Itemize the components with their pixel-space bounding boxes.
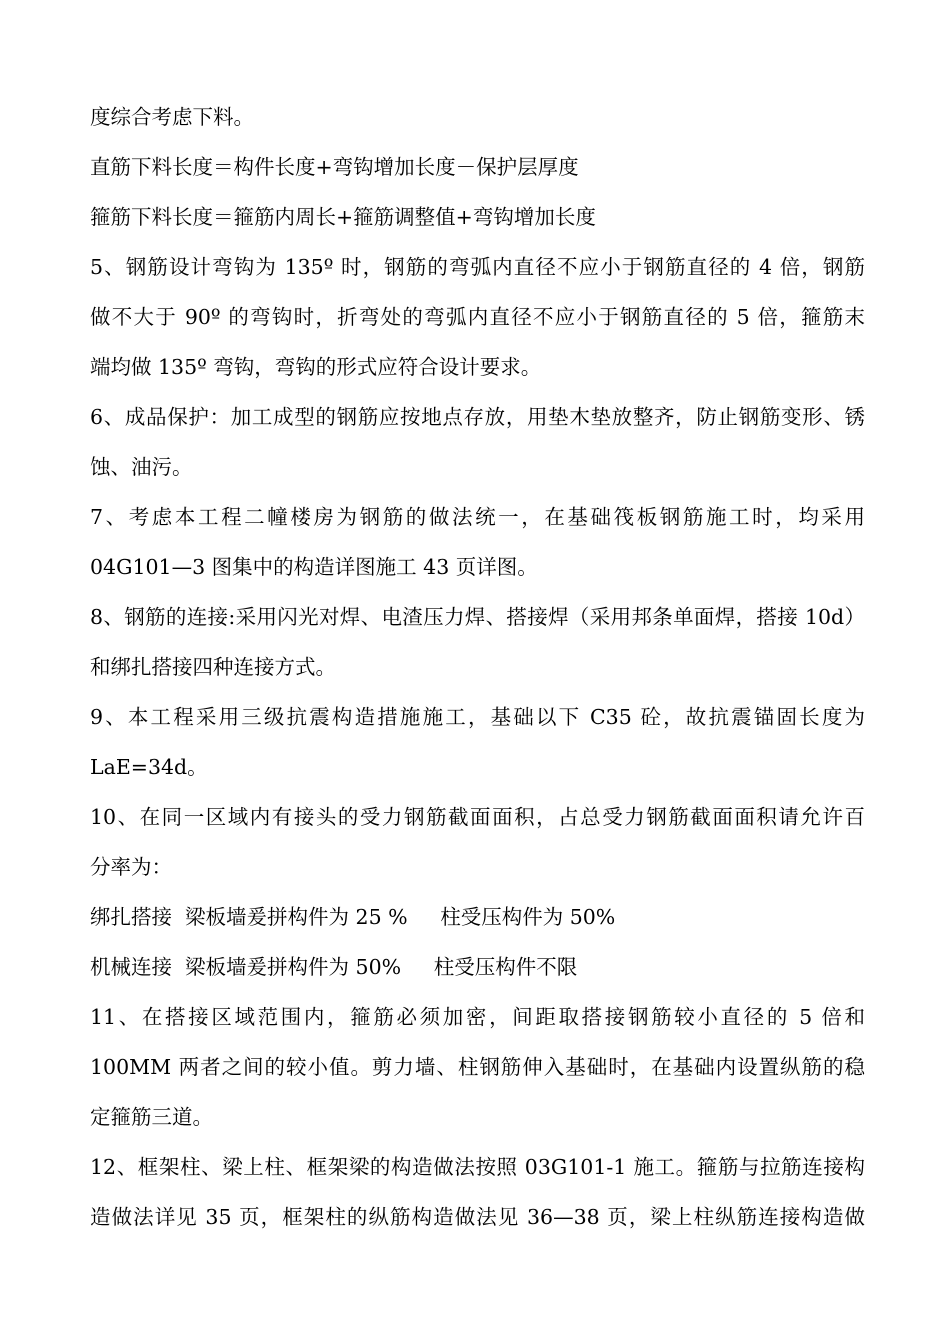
text-line: 11、在搭接区域范围内，箍筋必须加密，间距取搭接钢筋较小直径的 5 倍和 xyxy=(90,1005,865,1029)
text-line: 做不大于 90º 的弯钩时，折弯处的弯弧内直径不应小于钢筋直径的 5 倍，箍筋末 xyxy=(90,305,865,329)
text-line: 5、钢筋设计弯钩为 135º 时，钢筋的弯弧内直径不应小于钢筋直径的 4 倍，钢筋 xyxy=(90,255,865,279)
text-line: 12、框架柱、梁上柱、框架梁的构造做法按照 03G101-1 施工。箍筋与拉筋连接构 xyxy=(90,1155,865,1179)
text-line: 8、钢筋的连接:采用闪光对焊、电渣压力焊、搭接焊（采用邦条单面焊，搭接 10d） xyxy=(90,605,865,629)
text-line: 6、成品保护：加工成型的钢筋应按地点存放，用垫木垫放整齐，防止钢筋变形、锈 xyxy=(90,405,865,429)
text-line: 7、考虑本工程二幢楼房为钢筋的做法统一，在基础筏板钢筋施工时，均采用 xyxy=(90,505,865,529)
text-line: 定箍筋三道。 xyxy=(90,1105,213,1129)
text-line: 分率为： xyxy=(90,855,172,879)
text-line: 造做法详见 35 页，框架柱的纵筋构造做法见 36—38 页，梁上柱纵筋连接构造做 xyxy=(90,1205,865,1229)
text-line: 度综合考虑下料。 xyxy=(90,105,254,129)
text-line: 端均做 135º 弯钩，弯钩的形式应符合设计要求。 xyxy=(90,355,542,379)
text-line: 和绑扎搭接四种连接方式。 xyxy=(90,655,336,679)
text-line: 蚀、油污。 xyxy=(90,455,193,479)
text-line: 100MM 两者之间的较小值。剪力墙、柱钢筋伸入基础时，在基础内设置纵筋的稳 xyxy=(90,1055,865,1079)
text-line: 9、本工程采用三级抗震构造措施施工，基础以下 C35 砼，故抗震锚固长度为 xyxy=(90,705,865,729)
text-line: LaE=34d。 xyxy=(90,755,208,779)
text-line: 10、在同一区域内有接头的受力钢筋截面面积，占总受力钢筋截面面积请允许百 xyxy=(90,805,865,829)
text-line: 直筋下料长度＝构件长度+弯钩增加长度－保护层厚度 xyxy=(90,155,579,179)
text-line: 箍筋下料长度＝箍筋内周长+箍筋调整值+弯钩增加长度 xyxy=(90,205,596,229)
text-line: 绑扎搭接 梁板墙爰拼构件为 25 % 柱受压构件为 50% xyxy=(90,905,616,929)
text-line: 机械连接 梁板墙爰拼构件为 50% 柱受压构件不限 xyxy=(90,955,578,979)
text-line: 04G101—3 图集中的构造详图施工 43 页详图。 xyxy=(90,555,538,579)
